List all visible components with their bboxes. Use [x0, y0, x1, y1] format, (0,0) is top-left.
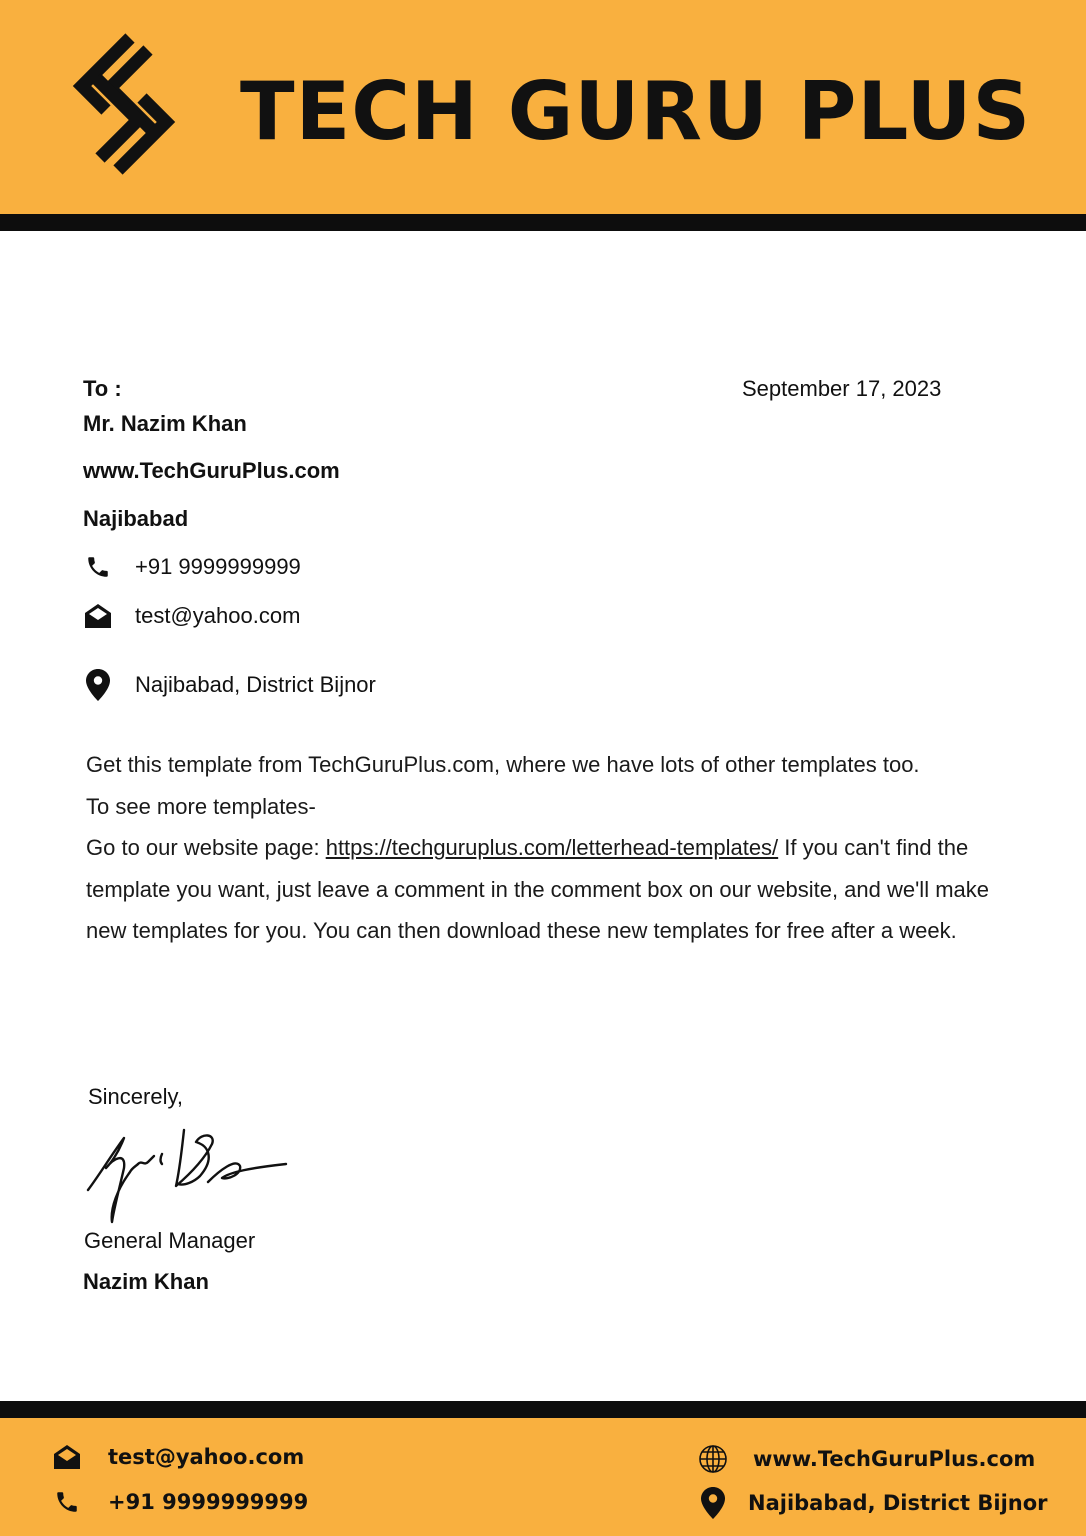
recipient-phone-row	[83, 550, 301, 584]
footer-website-item	[698, 1442, 1036, 1476]
letterhead-footer	[0, 1418, 1086, 1536]
location-pin-icon	[698, 1488, 728, 1518]
recipient-name: Mr. Nazim Khan	[83, 411, 247, 436]
body-text: If you can't find the template you want, just leave a comment in the comment box on our website, and we'll make new templates for you. You can then download these new templates for free after a week.	[86, 835, 989, 943]
body-line: To see more templates-	[86, 793, 316, 819]
recipient-email-row	[83, 599, 301, 633]
recipient-city: Najibabad	[83, 506, 189, 531]
footer-phone: +91 9999999999	[108, 1490, 309, 1514]
body-paragraph	[86, 827, 1016, 952]
body-text: Go to our website page:	[86, 835, 326, 860]
recipient-email: test@yahoo.com	[135, 603, 301, 628]
to-label: To :	[83, 376, 122, 401]
recipient-phone: +91 9999999999	[135, 554, 301, 579]
signer-title: General Manager	[84, 1228, 256, 1253]
letterhead-header	[0, 0, 1086, 214]
footer-address: Najibabad, District Bijnor	[748, 1491, 1048, 1515]
footer-website: www.TechGuruPlus.com	[753, 1447, 1036, 1471]
recipient-address-row	[83, 668, 376, 702]
phone-icon	[52, 1487, 82, 1517]
company-logo-icon	[64, 28, 184, 180]
envelope-icon	[83, 601, 113, 631]
signer-name: Nazim Khan	[83, 1269, 209, 1294]
recipient-website: www.TechGuruPlus.com	[83, 458, 340, 483]
footer-phone-item	[52, 1485, 309, 1519]
footer-email-item	[52, 1440, 305, 1474]
footer-rule	[0, 1401, 1086, 1418]
globe-icon	[698, 1444, 728, 1474]
body-line: Get this template from TechGuruPlus.com, where we have lots of other templates too.	[86, 752, 920, 777]
envelope-icon	[52, 1442, 82, 1472]
phone-icon	[83, 552, 113, 582]
closing: Sincerely,	[88, 1084, 183, 1109]
footer-email: test@yahoo.com	[108, 1445, 305, 1469]
letter-body	[86, 744, 1016, 952]
templates-link[interactable]: https://techguruplus.com/letterhead-templates/	[325, 835, 779, 860]
header-rule	[0, 214, 1086, 231]
handwritten-signature	[80, 1124, 290, 1228]
company-name: TECH GURU PLUS	[240, 65, 1032, 158]
footer-address-item	[698, 1486, 1048, 1520]
location-pin-icon	[83, 670, 113, 700]
letter-date: September 17, 2023	[742, 376, 942, 401]
recipient-address: Najibabad, District Bijnor	[135, 672, 376, 697]
